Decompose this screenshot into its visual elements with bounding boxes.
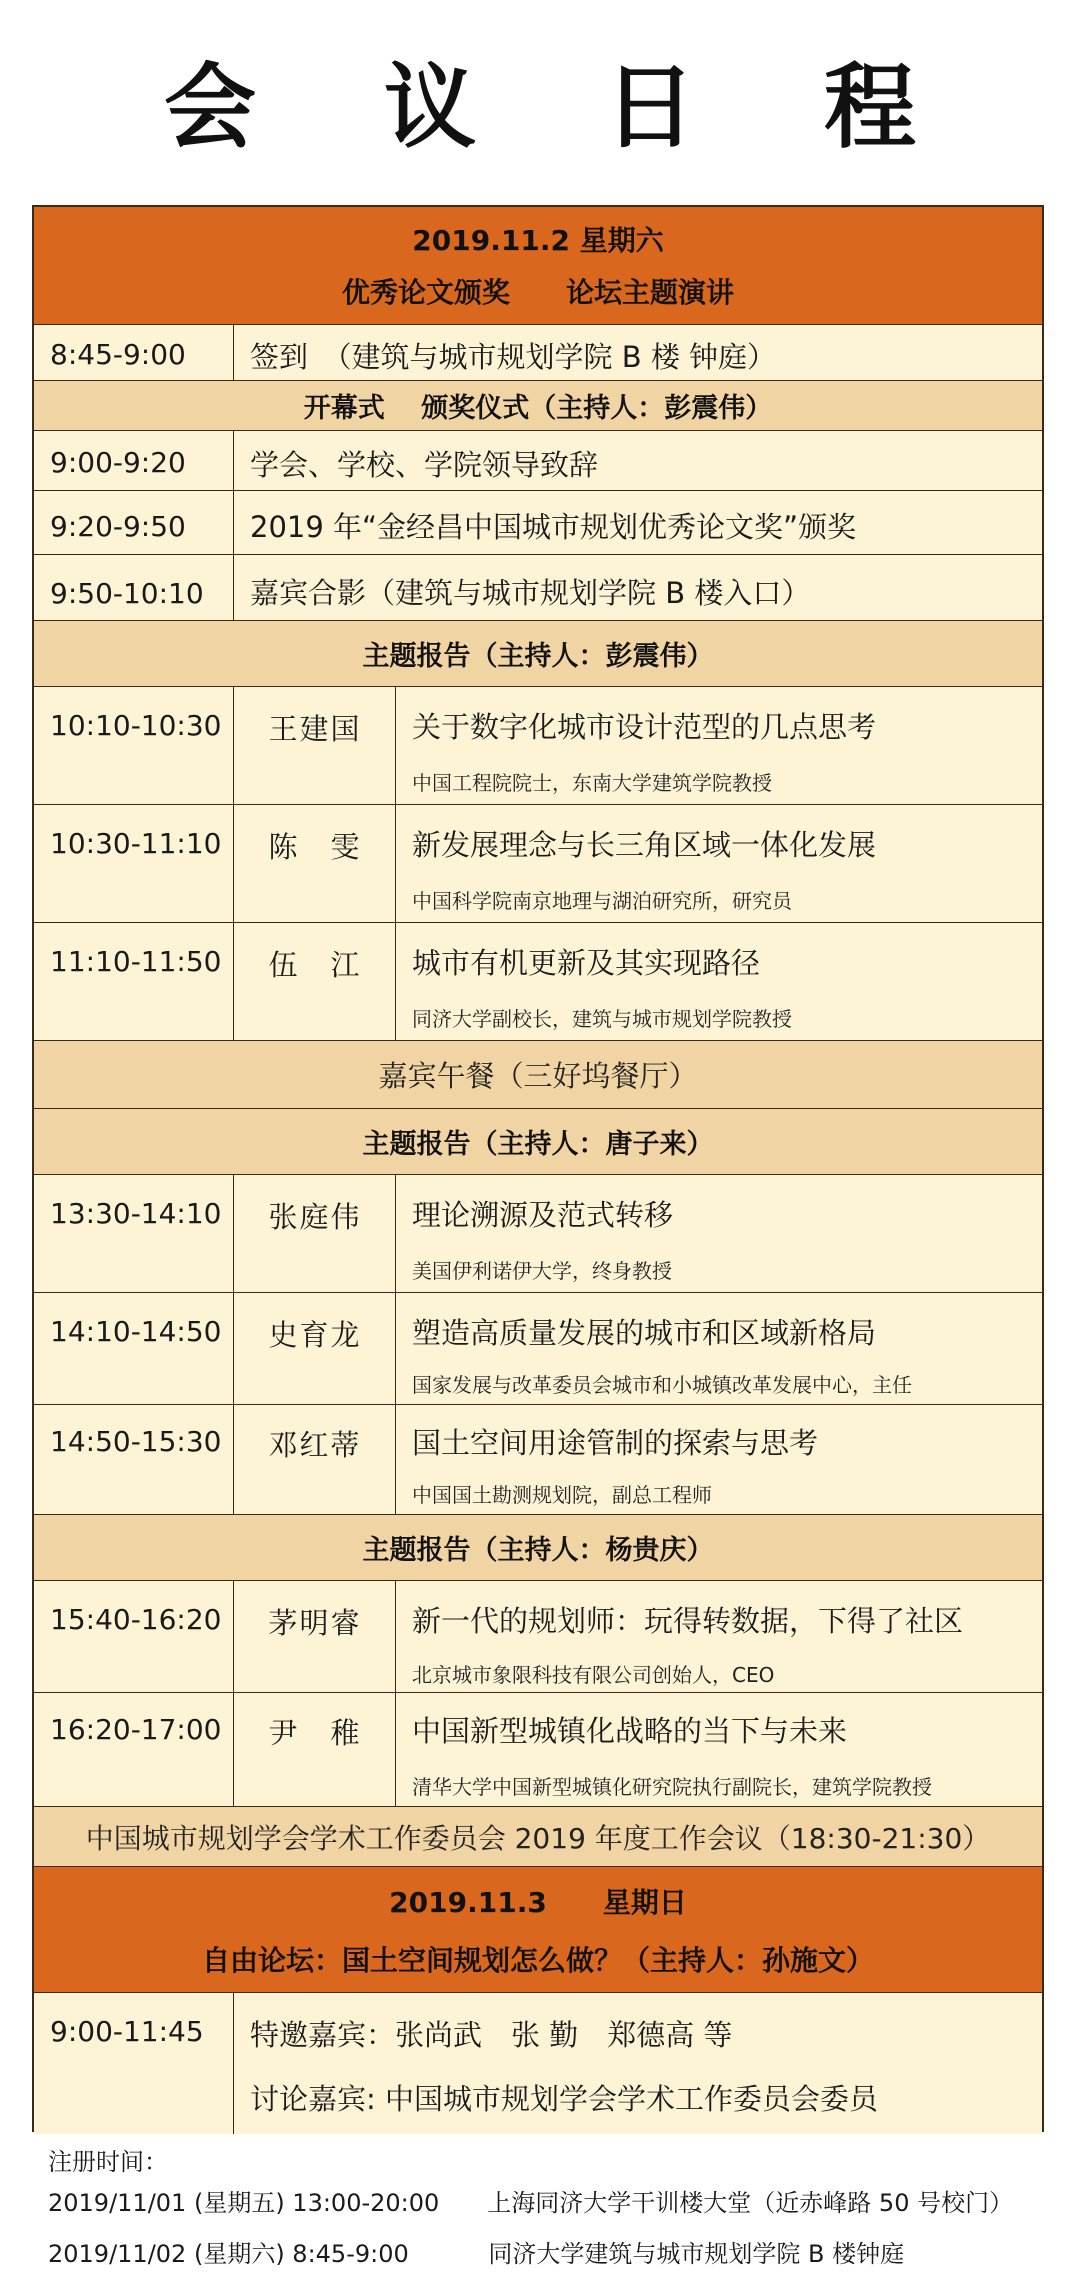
speaker-name: 邓红蒂 <box>268 1428 362 1462</box>
registration-line: 2019/11/02 (星期六) 8:45-9:00 同济大学建筑与城市规划学院 B 楼钟庭 <box>48 2240 905 2268</box>
talk-row <box>34 923 1042 1041</box>
session2-header: 主题报告（主持人：唐子来） <box>34 1109 1042 1175</box>
day2-header <box>34 1867 1042 1993</box>
day1-header <box>34 207 1042 325</box>
lunch-row: 嘉宾午餐（三好坞餐厅） <box>34 1041 1042 1109</box>
talk-time: 10:30-11:10 <box>50 827 222 860</box>
talk-time: 15:40-16:20 <box>50 1603 222 1636</box>
talk-title: 城市有机更新及其实现路径 <box>412 946 761 980</box>
talk-time: 14:10-14:50 <box>50 1315 222 1348</box>
speaker-affiliation: 中国科学院南京地理与湖泊研究所，研究员 <box>412 889 792 913</box>
forum-row <box>34 1993 1042 2134</box>
talk-time: 14:50-15:30 <box>50 1425 222 1458</box>
opening-time: 9:20-9:50 <box>50 510 186 543</box>
talk-title: 关于数字化城市设计范型的几点思考 <box>412 710 877 744</box>
evening-meeting-row: 中国城市规划学会学术工作委员会 2019 年度工作会议（18:30-21:30） <box>34 1807 1042 1867</box>
discussion-guests: 讨论嘉宾: 中国城市规划学会学术工作委员会委员 <box>250 2082 878 2116</box>
opening-time: 9:00-9:20 <box>50 446 186 479</box>
opening-time: 9:50-10:10 <box>50 577 204 610</box>
talk-title: 塑造高质量发展的城市和区域新格局 <box>412 1316 877 1350</box>
talk-row <box>34 687 1042 805</box>
speaker-name: 王建国 <box>268 712 362 746</box>
invited-guests: 特邀嘉宾：张尚武 张 勤 郑德高 等 <box>250 2018 733 2052</box>
speaker-name: 伍 江 <box>268 948 362 982</box>
speaker-name: 史育龙 <box>268 1318 362 1352</box>
checkin-text: 签到 （建筑与城市规划学院 B 楼 钟庭） <box>250 340 777 374</box>
checkin-row <box>34 325 1042 381</box>
speaker-affiliation: 国家发展与改革委员会城市和小城镇改革发展中心，主任 <box>412 1373 912 1397</box>
speaker-affiliation: 中国国土勘测规划院，副总工程师 <box>412 1483 712 1507</box>
speaker-name: 茅明睿 <box>268 1606 362 1640</box>
opening-row <box>34 491 1042 555</box>
talk-title: 中国新型城镇化战略的当下与未来 <box>412 1714 848 1748</box>
schedule-table <box>32 205 1044 2132</box>
speaker-affiliation: 北京城市象限科技有限公司创始人，CEO <box>412 1663 775 1687</box>
talk-row <box>34 1293 1042 1405</box>
talk-title: 理论溯源及范式转移 <box>412 1198 674 1232</box>
opening-text: 学会、学校、学院领导致辞 <box>250 448 599 482</box>
registration-line: 2019/11/01 (星期五) 13:00-20:00 上海同济大学干训楼大堂（近赤峰路 50 号校门） <box>48 2189 1014 2217</box>
session1-header: 主题报告（主持人：彭震伟） <box>34 621 1042 687</box>
talk-row <box>34 1405 1042 1515</box>
talk-time: 13:30-14:10 <box>50 1197 222 1230</box>
forum-time: 9:00-11:45 <box>50 2015 204 2048</box>
day2-forum: 自由论坛：国土空间规划怎么做？（主持人：孙施文） <box>201 1944 874 1977</box>
talk-title: 新发展理念与长三角区域一体化发展 <box>412 828 877 862</box>
opening-row <box>34 555 1042 621</box>
opening-row <box>34 431 1042 491</box>
speaker-affiliation: 同济大学副校长，建筑与城市规划学院教授 <box>412 1007 792 1031</box>
checkin-time: 8:45-9:00 <box>50 338 186 371</box>
opening-text: 嘉宾合影（建筑与城市规划学院 B 楼入口） <box>250 576 811 610</box>
talk-title: 国土空间用途管制的探索与思考 <box>412 1426 819 1460</box>
talk-title: 新一代的规划师：玩得转数据，下得了社区 <box>412 1604 964 1638</box>
day1-theme: 优秀论文颁奖 论坛主题演讲 <box>341 276 734 309</box>
talk-row <box>34 1693 1042 1807</box>
speaker-affiliation: 中国工程院院士，东南大学建筑学院教授 <box>412 771 772 795</box>
day1-date: 2019.11.2 星期六 <box>412 224 664 257</box>
opening-text: 2019 年“金经昌中国城市规划优秀论文奖”颁奖 <box>250 510 857 544</box>
talk-row <box>34 1175 1042 1293</box>
registration-label: 注册时间： <box>48 2148 168 2176</box>
speaker-affiliation: 清华大学中国新型城镇化研究院执行副院长，建筑学院教授 <box>412 1775 932 1799</box>
session3-header: 主题报告（主持人：杨贵庆） <box>34 1515 1042 1581</box>
talk-time: 11:10-11:50 <box>50 945 222 978</box>
speaker-name: 尹 稚 <box>268 1716 362 1750</box>
talk-time: 10:10-10:30 <box>50 709 222 742</box>
page-title: 会 议 日 程 <box>163 54 965 161</box>
speaker-affiliation: 美国伊利诺伊大学，终身教授 <box>412 1259 672 1283</box>
day2-date: 2019.11.3 星期日 <box>389 1886 687 1919</box>
talk-row <box>34 1581 1042 1693</box>
talk-time: 16:20-17:00 <box>50 1713 222 1746</box>
talk-row <box>34 805 1042 923</box>
opening-header: 开幕式 颁奖仪式（主持人：彭震伟） <box>34 381 1042 431</box>
speaker-name: 张庭伟 <box>268 1200 362 1234</box>
speaker-name: 陈 雯 <box>268 830 362 864</box>
